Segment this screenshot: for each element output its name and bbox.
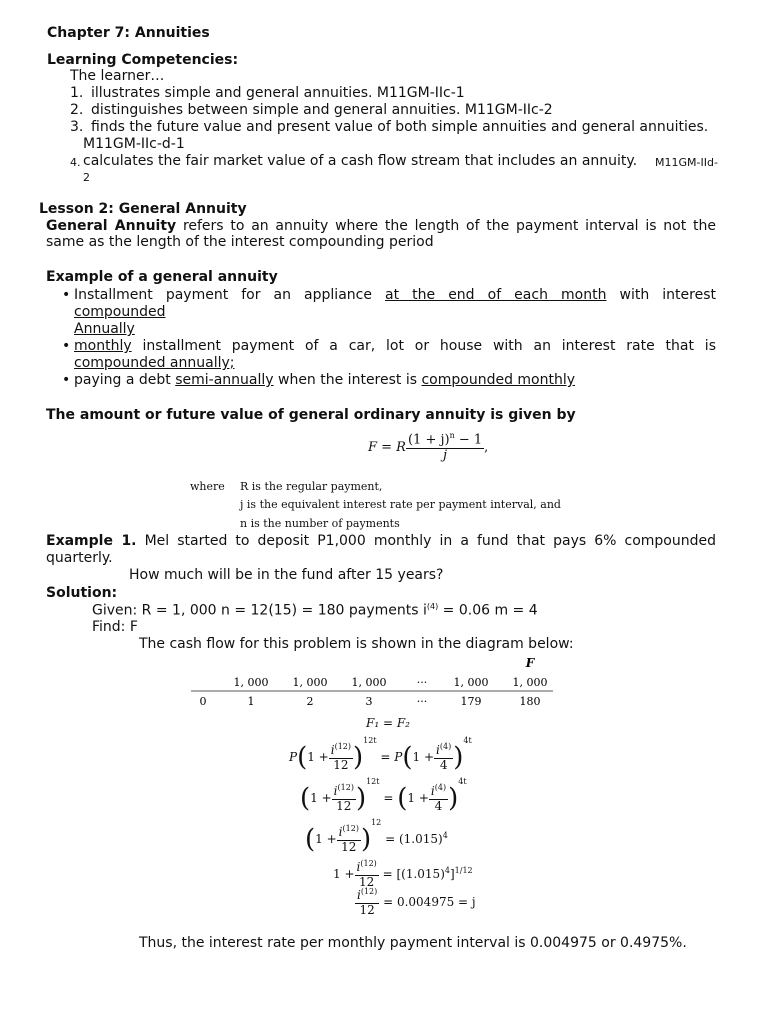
r-description: R is the regular payment,: [240, 480, 383, 493]
example1-line-1: [46, 533, 716, 549]
competency-text: illustrates simple and general annuities. M11GM-IIc-1: [91, 85, 465, 101]
definition-text: refers to an annuity where the length of the payment interval is not the: [182, 218, 716, 234]
derivation-eq-3: (1 + $\frac{i^{(12)}}{12}$ )$^{12t}$ = (1 + $\frac{i^{(4)}}{4}$ )$^{4t}$: [300, 777, 467, 814]
timeline-period: 3: [365, 695, 373, 708]
eq-exp: 4t: [458, 777, 467, 786]
given-line: [92, 602, 538, 619]
bullet-3-text: paying a debt: [74, 372, 171, 388]
eq-i: i: [357, 888, 361, 902]
cash-flow-timeline: [185, 652, 560, 712]
definition: [46, 218, 716, 250]
conclusion: Thus, the interest rate per monthly payment interval is 0.004975 or 0.4975%.: [139, 935, 687, 951]
bullet-3-underlined-2: compounded monthly: [421, 372, 576, 388]
eq-equals: =: [380, 750, 391, 764]
timeline-payment: 1, 000: [512, 676, 548, 689]
find-line: Find: F: [92, 619, 138, 635]
bullet-1-line-2: compounded: [74, 304, 166, 320]
eq-rhs: = [(1.015): [382, 866, 445, 881]
bullet-1-text-end: with interest: [619, 287, 716, 303]
where-label: where: [190, 480, 225, 493]
eq-den: 12: [333, 758, 349, 772]
competency-text: finds the future value and present value of both simple annuities and general annuities.: [91, 119, 709, 135]
timeline-payment: 1, 000: [453, 676, 489, 689]
bullet-2-underlined: monthly: [74, 338, 132, 354]
competencies-intro: The learner…: [70, 68, 165, 84]
eq-sup: (12): [337, 783, 354, 793]
timeline-period: 1: [247, 695, 255, 708]
bullet-1-text: Installment payment for an appliance: [74, 287, 372, 303]
chapter-title: Chapter 7: Annuities: [47, 25, 210, 41]
eq-den: 4: [439, 758, 448, 772]
bullet-1-line-1: [74, 287, 716, 303]
eq-rhs: = (1.015): [385, 832, 443, 846]
timeline-payment: 1, 000: [292, 676, 328, 689]
bullet-dot: •: [62, 287, 71, 303]
formula-numerator: (1 + j): [407, 432, 450, 448]
competency-number: 1.: [70, 85, 84, 101]
timeline-payments: [234, 676, 548, 689]
bullet-2-line-1: [74, 338, 716, 354]
competency-number: 3.: [70, 119, 84, 135]
timeline-ellipsis: ···: [416, 676, 428, 689]
eq-p: P: [289, 750, 298, 764]
given-text: Given: R = 1, 000 n = 12(15) = 180 payments i: [92, 602, 427, 619]
eq-den: 12: [359, 874, 375, 889]
eq-text: F₁ = F₂: [366, 716, 410, 730]
timeline-period: 179: [460, 695, 482, 708]
eq-sup: (4): [439, 742, 452, 752]
eq-den: 12: [359, 902, 375, 917]
eq-i: i: [330, 743, 335, 758]
eq-text: 1 +: [315, 832, 337, 846]
derivation-eq-5: [333, 859, 473, 890]
bullet-1-line-3: Annually: [74, 321, 135, 337]
bullet-dot: •: [62, 338, 71, 354]
derivation-eq-4: (1 + $\frac{i^{(12)}}{12}$ )$^{12} = (1.015)^4$: [305, 818, 448, 855]
derivation-eq-2: P(1 + $\frac{i^{(12)}}{12}$ )$^{12t}$ = P(1 + $\frac{i^{(4)}}{4}$ )$^{4t}$: [289, 736, 472, 773]
competency-number: 4.: [70, 156, 81, 169]
example1-line-2: quarterly.: [46, 550, 113, 566]
eq-rhs-tail: ]: [449, 866, 455, 881]
timeline-period: 2: [306, 695, 314, 708]
formula-lhs: F = R: [368, 440, 406, 456]
n-description: n is the number of payments: [240, 517, 400, 530]
competencies-heading: Learning Competencies:: [47, 52, 239, 68]
eq-sup: (4): [434, 783, 447, 793]
given-superscript: (4): [426, 602, 439, 611]
bullet-2-text: installment payment of a car, lot or house with an interest rate that is: [142, 338, 716, 354]
formula-denominator: j: [443, 448, 448, 464]
derivation-eq-6: [355, 887, 476, 918]
lesson-title: Lesson 2: General Annuity: [39, 201, 247, 217]
eq-exp: 4: [444, 865, 450, 875]
timeline-period: 180: [519, 695, 541, 708]
competency-number: 2.: [70, 102, 84, 118]
given-text-end: = 0.06 m = 4: [438, 602, 538, 619]
timeline-f-label: F: [525, 656, 535, 670]
eq-equals: =: [383, 791, 394, 805]
competency-code: M11GM-IIc-d-1: [83, 136, 185, 152]
formula-comma: ,: [484, 440, 489, 456]
example1-question: How much will be in the fund after 15 years?: [129, 567, 444, 583]
eq-text: 1 +: [407, 791, 429, 805]
eq-den: 4: [434, 799, 443, 813]
timeline-payment: 1, 000: [351, 676, 387, 689]
eq-text: 1 +: [307, 750, 329, 764]
eq-i: i: [436, 743, 440, 758]
eq-exp: 12: [371, 818, 382, 827]
bullet-2-line-2: compounded annually;: [74, 355, 235, 371]
eq-exp: 4: [442, 831, 448, 840]
formula-heading: The amount or future value of general ordinary annuity is given by: [46, 407, 576, 423]
competency-code-continued: 2: [83, 171, 90, 184]
eq-exp: 1/12: [454, 865, 473, 875]
eq-text: 1 +: [333, 866, 355, 881]
eq-text: 1 +: [310, 791, 332, 805]
formula-fraction: [406, 431, 484, 464]
competency-text: calculates the fair market value of a cash flow stream that includes an annuity.: [83, 153, 638, 169]
eq-rhs: = 0.004975 = j: [383, 894, 476, 909]
bullet-3: [74, 372, 575, 388]
future-value-formula: [368, 431, 488, 464]
eq-i: i: [338, 825, 343, 840]
formula-numerator-tail: − 1: [454, 432, 483, 448]
eq-p: P: [394, 750, 403, 764]
timeline-periods: [200, 695, 541, 708]
competency-text: distinguishes between simple and general annuities. M11GM-IIc-2: [91, 102, 553, 118]
bullet-3-text-mid: when the interest is: [278, 372, 418, 388]
example1-text: Mel started to deposit P1,000 monthly in a fund that pays 6% compounded: [144, 533, 716, 549]
timeline-ellipsis: ···: [416, 695, 428, 708]
eq-text: 1 +: [412, 750, 435, 764]
eq-sup: (12): [342, 824, 359, 834]
j-description: j is the equivalent interest rate per payment interval, and: [240, 498, 561, 511]
definition-line-2: same as the length of the interest compounding period: [46, 234, 434, 250]
eq-sup: (12): [334, 742, 352, 752]
competency-code: M11GM-IId-: [655, 156, 718, 169]
eq-i: i: [333, 784, 338, 799]
eq-den: 12: [336, 799, 352, 813]
timeline-payment: 1, 000: [233, 676, 269, 689]
bullet-dot: •: [62, 372, 71, 388]
eq-exp: 12t: [366, 777, 380, 786]
bullet-3-underlined-1: semi-annually: [175, 372, 274, 388]
eq-exp: 12t: [363, 736, 377, 745]
eq-den: 12: [341, 840, 357, 854]
eq-exp: 4t: [463, 736, 472, 745]
cashflow-text: The cash flow for this problem is shown in the diagram below:: [139, 636, 574, 652]
eq-i: i: [430, 784, 435, 799]
example1-label: Example 1.: [46, 533, 137, 549]
definition-line-1: [46, 218, 716, 234]
bullet-1-underlined: at the end of each month: [385, 287, 607, 303]
eq-sup: (12): [360, 887, 378, 896]
solution-label: Solution:: [46, 585, 118, 601]
timeline-period: 0: [199, 695, 207, 708]
eq-i: i: [356, 860, 361, 874]
derivation-eq-1: [366, 716, 410, 730]
examples-heading: Example of a general annuity: [46, 269, 278, 285]
formula-exponent: n: [449, 431, 455, 440]
definition-term: General Annuity: [46, 218, 177, 234]
eq-sup: (12): [360, 859, 377, 868]
